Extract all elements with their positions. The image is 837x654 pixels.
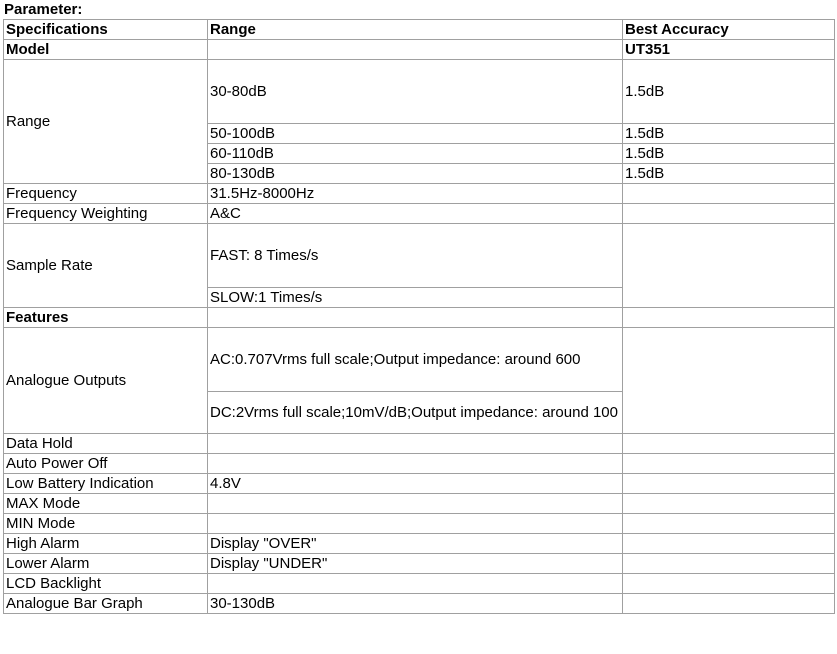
feature-row bbox=[4, 434, 835, 454]
feature-value: 30-130dB bbox=[208, 594, 623, 614]
col-header-specifications: Specifications bbox=[4, 20, 208, 40]
feature-row bbox=[4, 454, 835, 474]
empty-cell bbox=[623, 184, 835, 204]
frequency-value: 31.5Hz-8000Hz bbox=[208, 184, 623, 204]
page-heading: Parameter: bbox=[4, 1, 83, 18]
range-accuracy: 1.5dB bbox=[623, 60, 835, 124]
feature-row bbox=[4, 574, 835, 594]
sample-rate-slow: SLOW:1 Times/s bbox=[208, 288, 623, 308]
analogue-outputs-row bbox=[4, 328, 835, 392]
range-value: 30-80dB bbox=[208, 60, 623, 124]
range-accuracy: 1.5dB bbox=[623, 144, 835, 164]
feature-value bbox=[208, 434, 623, 454]
empty-cell bbox=[623, 434, 835, 454]
empty-cell bbox=[623, 554, 835, 574]
feature-label: Lower Alarm bbox=[4, 554, 208, 574]
range-value: 80-130dB bbox=[208, 164, 623, 184]
feature-value bbox=[208, 454, 623, 474]
feature-row bbox=[4, 494, 835, 514]
range-accuracy: 1.5dB bbox=[623, 164, 835, 184]
feature-row bbox=[4, 514, 835, 534]
feature-label: High Alarm bbox=[4, 534, 208, 554]
sample-rate-row bbox=[4, 224, 835, 288]
empty-cell bbox=[623, 474, 835, 494]
feature-row bbox=[4, 534, 835, 554]
frequency-weighting-value: A&C bbox=[208, 204, 623, 224]
frequency-row bbox=[4, 184, 835, 204]
model-row bbox=[4, 40, 835, 60]
feature-value: Display "OVER" bbox=[208, 534, 623, 554]
empty-cell bbox=[623, 328, 835, 434]
col-header-range: Range bbox=[208, 20, 623, 40]
feature-value: 4.8V bbox=[208, 474, 623, 494]
empty-cell bbox=[623, 574, 835, 594]
col-header-best-accuracy: Best Accuracy bbox=[623, 20, 835, 40]
spec-table bbox=[3, 19, 835, 614]
feature-value bbox=[208, 574, 623, 594]
empty-cell bbox=[623, 594, 835, 614]
model-range bbox=[208, 40, 623, 60]
range-accuracy: 1.5dB bbox=[623, 124, 835, 144]
feature-row bbox=[4, 594, 835, 614]
feature-label: Low Battery Indication bbox=[4, 474, 208, 494]
range-label: Range bbox=[4, 60, 208, 184]
range-value: 60-110dB bbox=[208, 144, 623, 164]
range-value: 50-100dB bbox=[208, 124, 623, 144]
features-header-row bbox=[4, 308, 835, 328]
feature-label: LCD Backlight bbox=[4, 574, 208, 594]
frequency-weighting-row bbox=[4, 204, 835, 224]
empty-cell bbox=[623, 514, 835, 534]
header-row bbox=[4, 20, 835, 40]
feature-row bbox=[4, 474, 835, 494]
sample-rate-fast: FAST: 8 Times/s bbox=[208, 224, 623, 288]
feature-label: MIN Mode bbox=[4, 514, 208, 534]
empty-cell bbox=[623, 204, 835, 224]
feature-row bbox=[4, 554, 835, 574]
frequency-weighting-label: Frequency Weighting bbox=[4, 204, 208, 224]
analogue-outputs-ac: AC:0.707Vrms full scale;Output impedance: around 600 bbox=[208, 328, 623, 392]
feature-label: MAX Mode bbox=[4, 494, 208, 514]
empty-cell bbox=[623, 534, 835, 554]
feature-label: Analogue Bar Graph bbox=[4, 594, 208, 614]
analogue-outputs-dc: DC:2Vrms full scale;10mV/dB;Output impedance: around 100 bbox=[208, 392, 623, 434]
features-label: Features bbox=[4, 308, 208, 328]
analogue-outputs-label: Analogue Outputs bbox=[4, 328, 208, 434]
empty-cell bbox=[623, 454, 835, 474]
frequency-label: Frequency bbox=[4, 184, 208, 204]
model-label: Model bbox=[4, 40, 208, 60]
model-value: UT351 bbox=[623, 40, 835, 60]
sample-rate-label: Sample Rate bbox=[4, 224, 208, 308]
empty-cell bbox=[208, 308, 623, 328]
feature-value bbox=[208, 494, 623, 514]
feature-value: Display "UNDER" bbox=[208, 554, 623, 574]
empty-cell bbox=[623, 494, 835, 514]
feature-label: Auto Power Off bbox=[4, 454, 208, 474]
feature-value bbox=[208, 514, 623, 534]
empty-cell bbox=[623, 224, 835, 308]
feature-label: Data Hold bbox=[4, 434, 208, 454]
empty-cell bbox=[623, 308, 835, 328]
range-row bbox=[4, 60, 835, 124]
